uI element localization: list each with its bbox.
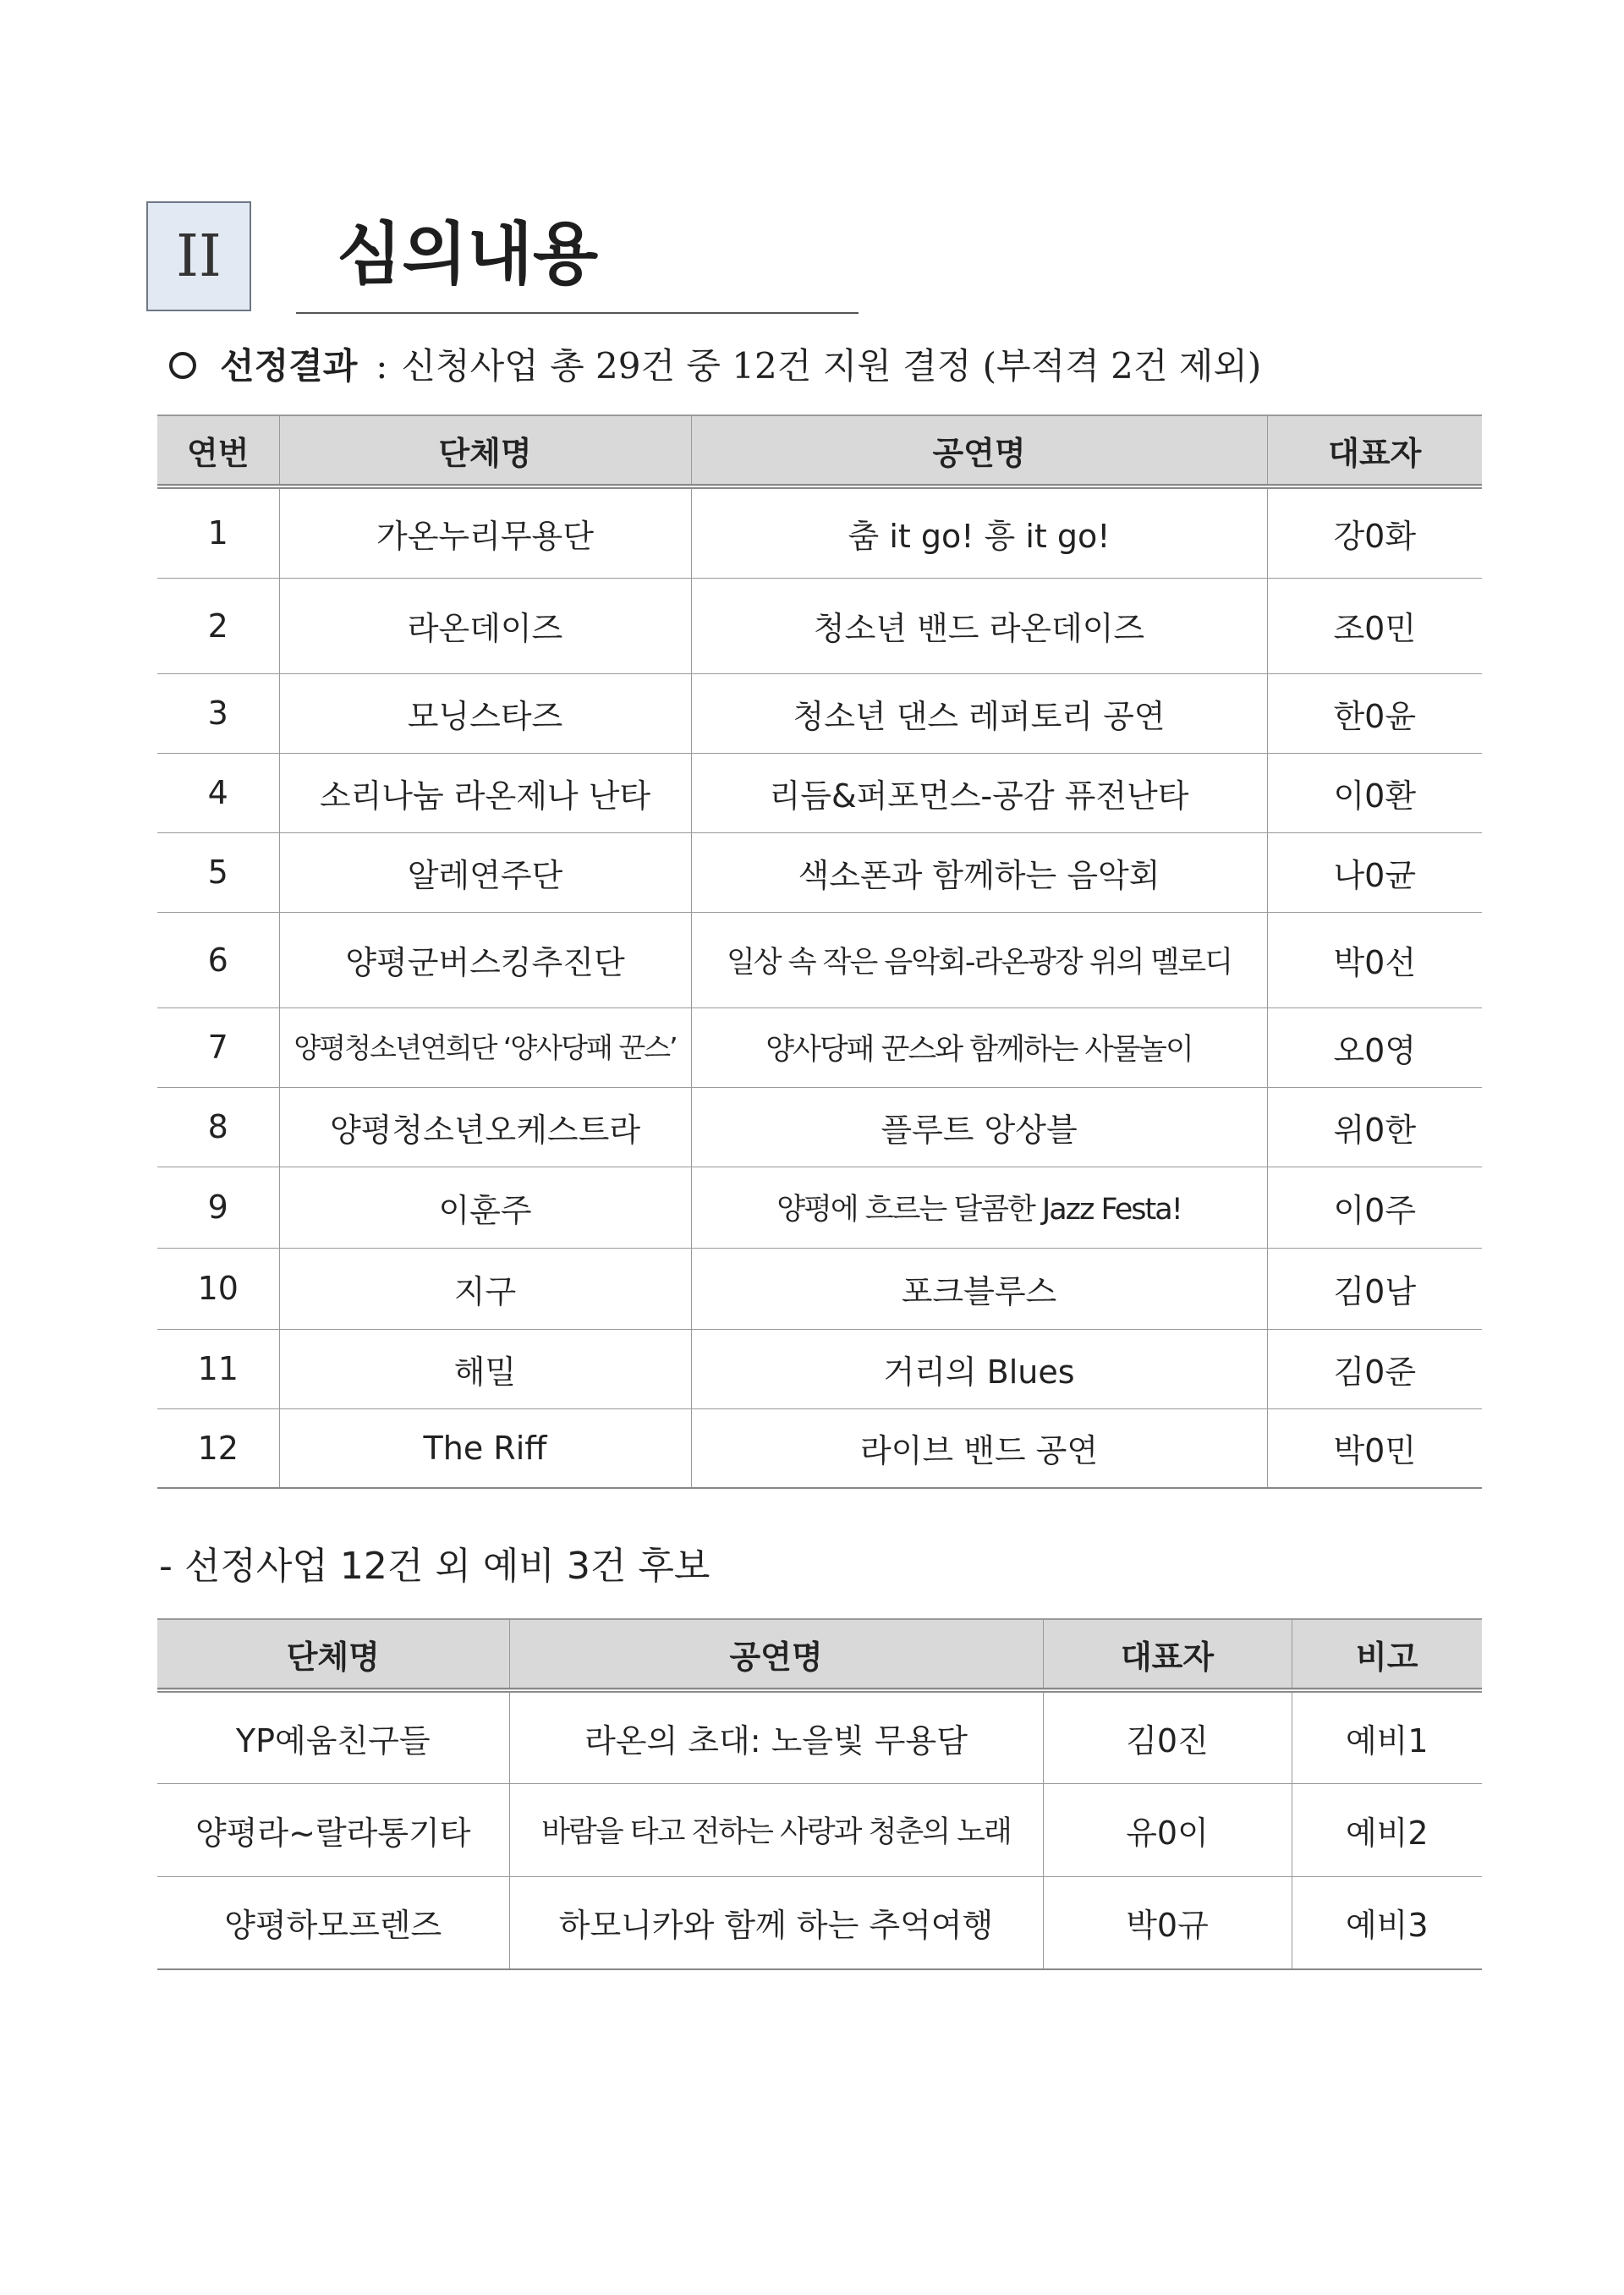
performance-name: 바람을 타고 전하는 사랑과 청춘의 노래: [509, 1783, 1043, 1876]
group-name: 해밀: [279, 1329, 691, 1408]
table-row: [157, 753, 1482, 832]
table-row: [157, 1007, 1482, 1087]
performance-name: 리듬&퍼포먼스-공감 퓨전난타: [691, 753, 1267, 832]
group-name: 모닝스타즈: [279, 673, 691, 753]
representative: 위0한: [1267, 1087, 1482, 1167]
performance-name: 거리의 Blues: [691, 1329, 1267, 1408]
group-name: 라온데이즈: [279, 578, 691, 673]
group-name: 양평청소년연희단 ‘양사당패 꾼스’: [279, 1007, 691, 1087]
table-row: [157, 673, 1482, 753]
group-name: The Riff: [279, 1408, 691, 1488]
performance-name: 일상 속 작은 음악회-라온광장 위의 멜로디: [691, 912, 1267, 1007]
row-number: 2: [157, 578, 279, 673]
group-name: 양평하모프렌즈: [157, 1876, 509, 1969]
row-number: 11: [157, 1329, 279, 1408]
column-header: 연번: [157, 415, 279, 486]
performance-name: 청소년 밴드 라온데이즈: [691, 578, 1267, 673]
performance-name: 양평에 흐르는 달콤한 Jazz Festa!: [691, 1167, 1267, 1248]
row-number: 5: [157, 832, 279, 912]
row-number: 8: [157, 1087, 279, 1167]
row-number: 4: [157, 753, 279, 832]
table-row: [157, 1329, 1482, 1408]
group-name: 가온누리무용단: [279, 486, 691, 578]
performance-name: 라온의 초대: 노을빛 무용담: [509, 1690, 1043, 1783]
selected-projects-table: [157, 415, 1482, 1489]
column-header: 단체명: [157, 1619, 509, 1690]
table-row: [157, 1690, 1482, 1783]
table-row: [157, 1876, 1482, 1969]
group-name: 지구: [279, 1248, 691, 1329]
summary-colon: :: [376, 345, 388, 387]
selection-summary: [169, 337, 1261, 396]
section-numeral: II: [176, 222, 222, 290]
table-row: [157, 578, 1482, 673]
performance-name: 라이브 밴드 공연: [691, 1408, 1267, 1488]
column-header: 대표자: [1267, 415, 1482, 486]
column-header: 공연명: [691, 415, 1267, 486]
performance-name: 양사당패 꾼스와 함께하는 사물놀이: [691, 1007, 1267, 1087]
representative: 한0윤: [1267, 673, 1482, 753]
performance-name: 플루트 앙상블: [691, 1087, 1267, 1167]
row-number: 3: [157, 673, 279, 753]
summary-label: 선정결과: [220, 345, 358, 387]
representative: 박0규: [1043, 1876, 1292, 1969]
summary-text: 신청사업 총 29건 중 12건 지원 결정 (부적격 2건 제외): [401, 345, 1262, 387]
reserve-candidates-table: [157, 1618, 1482, 1970]
column-header: 대표자: [1043, 1619, 1292, 1690]
representative: 이0환: [1267, 753, 1482, 832]
row-number: 1: [157, 486, 279, 578]
representative: 박0선: [1267, 912, 1482, 1007]
section-title: 심의내용: [337, 215, 599, 294]
group-name: 소리나눔 라온제나 난타: [279, 753, 691, 832]
group-name: 알레연주단: [279, 832, 691, 912]
table-row: [157, 1408, 1482, 1488]
row-number: 9: [157, 1167, 279, 1248]
table-header-row: [157, 415, 1482, 486]
remark: 예비3: [1292, 1876, 1482, 1969]
representative: 이0주: [1267, 1167, 1482, 1248]
table-row: [157, 832, 1482, 912]
representative: 강0화: [1267, 486, 1482, 578]
performance-name: 청소년 댄스 레퍼토리 공연: [691, 673, 1267, 753]
representative: 조0민: [1267, 578, 1482, 673]
title-underline: [296, 312, 859, 314]
table-row: [157, 912, 1482, 1007]
table-row: [157, 1783, 1482, 1876]
row-number: 7: [157, 1007, 279, 1087]
representative: 박0민: [1267, 1408, 1482, 1488]
section-number-box: [146, 201, 251, 311]
group-name: 양평청소년오케스트라: [279, 1087, 691, 1167]
representative: 김0준: [1267, 1329, 1482, 1408]
representative: 나0균: [1267, 832, 1482, 912]
table-row: [157, 1248, 1482, 1329]
table-row: [157, 1087, 1482, 1167]
row-number: 6: [157, 912, 279, 1007]
group-name: 양평군버스킹추진단: [279, 912, 691, 1007]
representative: 유0이: [1043, 1783, 1292, 1876]
hollow-circle-bullet-icon: [169, 352, 196, 379]
group-name: YP예움친구들: [157, 1690, 509, 1783]
column-header: 단체명: [279, 415, 691, 486]
remark: 예비1: [1292, 1690, 1482, 1783]
remark: 예비2: [1292, 1783, 1482, 1876]
performance-name: 포크블루스: [691, 1248, 1267, 1329]
group-name: 양평라~랄라통기타: [157, 1783, 509, 1876]
row-number: 10: [157, 1248, 279, 1329]
row-number: 12: [157, 1408, 279, 1488]
table-row: [157, 486, 1482, 578]
representative: 김0남: [1267, 1248, 1482, 1329]
group-name: 이훈주: [279, 1167, 691, 1248]
performance-name: 춤 it go! 흥 it go!: [691, 486, 1267, 578]
table-row: [157, 1167, 1482, 1248]
performance-name: 하모니카와 함께 하는 추억여행: [509, 1876, 1043, 1969]
representative: 오0영: [1267, 1007, 1482, 1087]
table-header-row: [157, 1619, 1482, 1690]
column-header: 공연명: [509, 1619, 1043, 1690]
reserve-candidates-note: - 선정사업 12건 외 예비 3건 후보: [159, 1545, 710, 1588]
representative: 김0진: [1043, 1690, 1292, 1783]
performance-name: 색소폰과 함께하는 음악회: [691, 832, 1267, 912]
column-header: 비고: [1292, 1619, 1482, 1690]
